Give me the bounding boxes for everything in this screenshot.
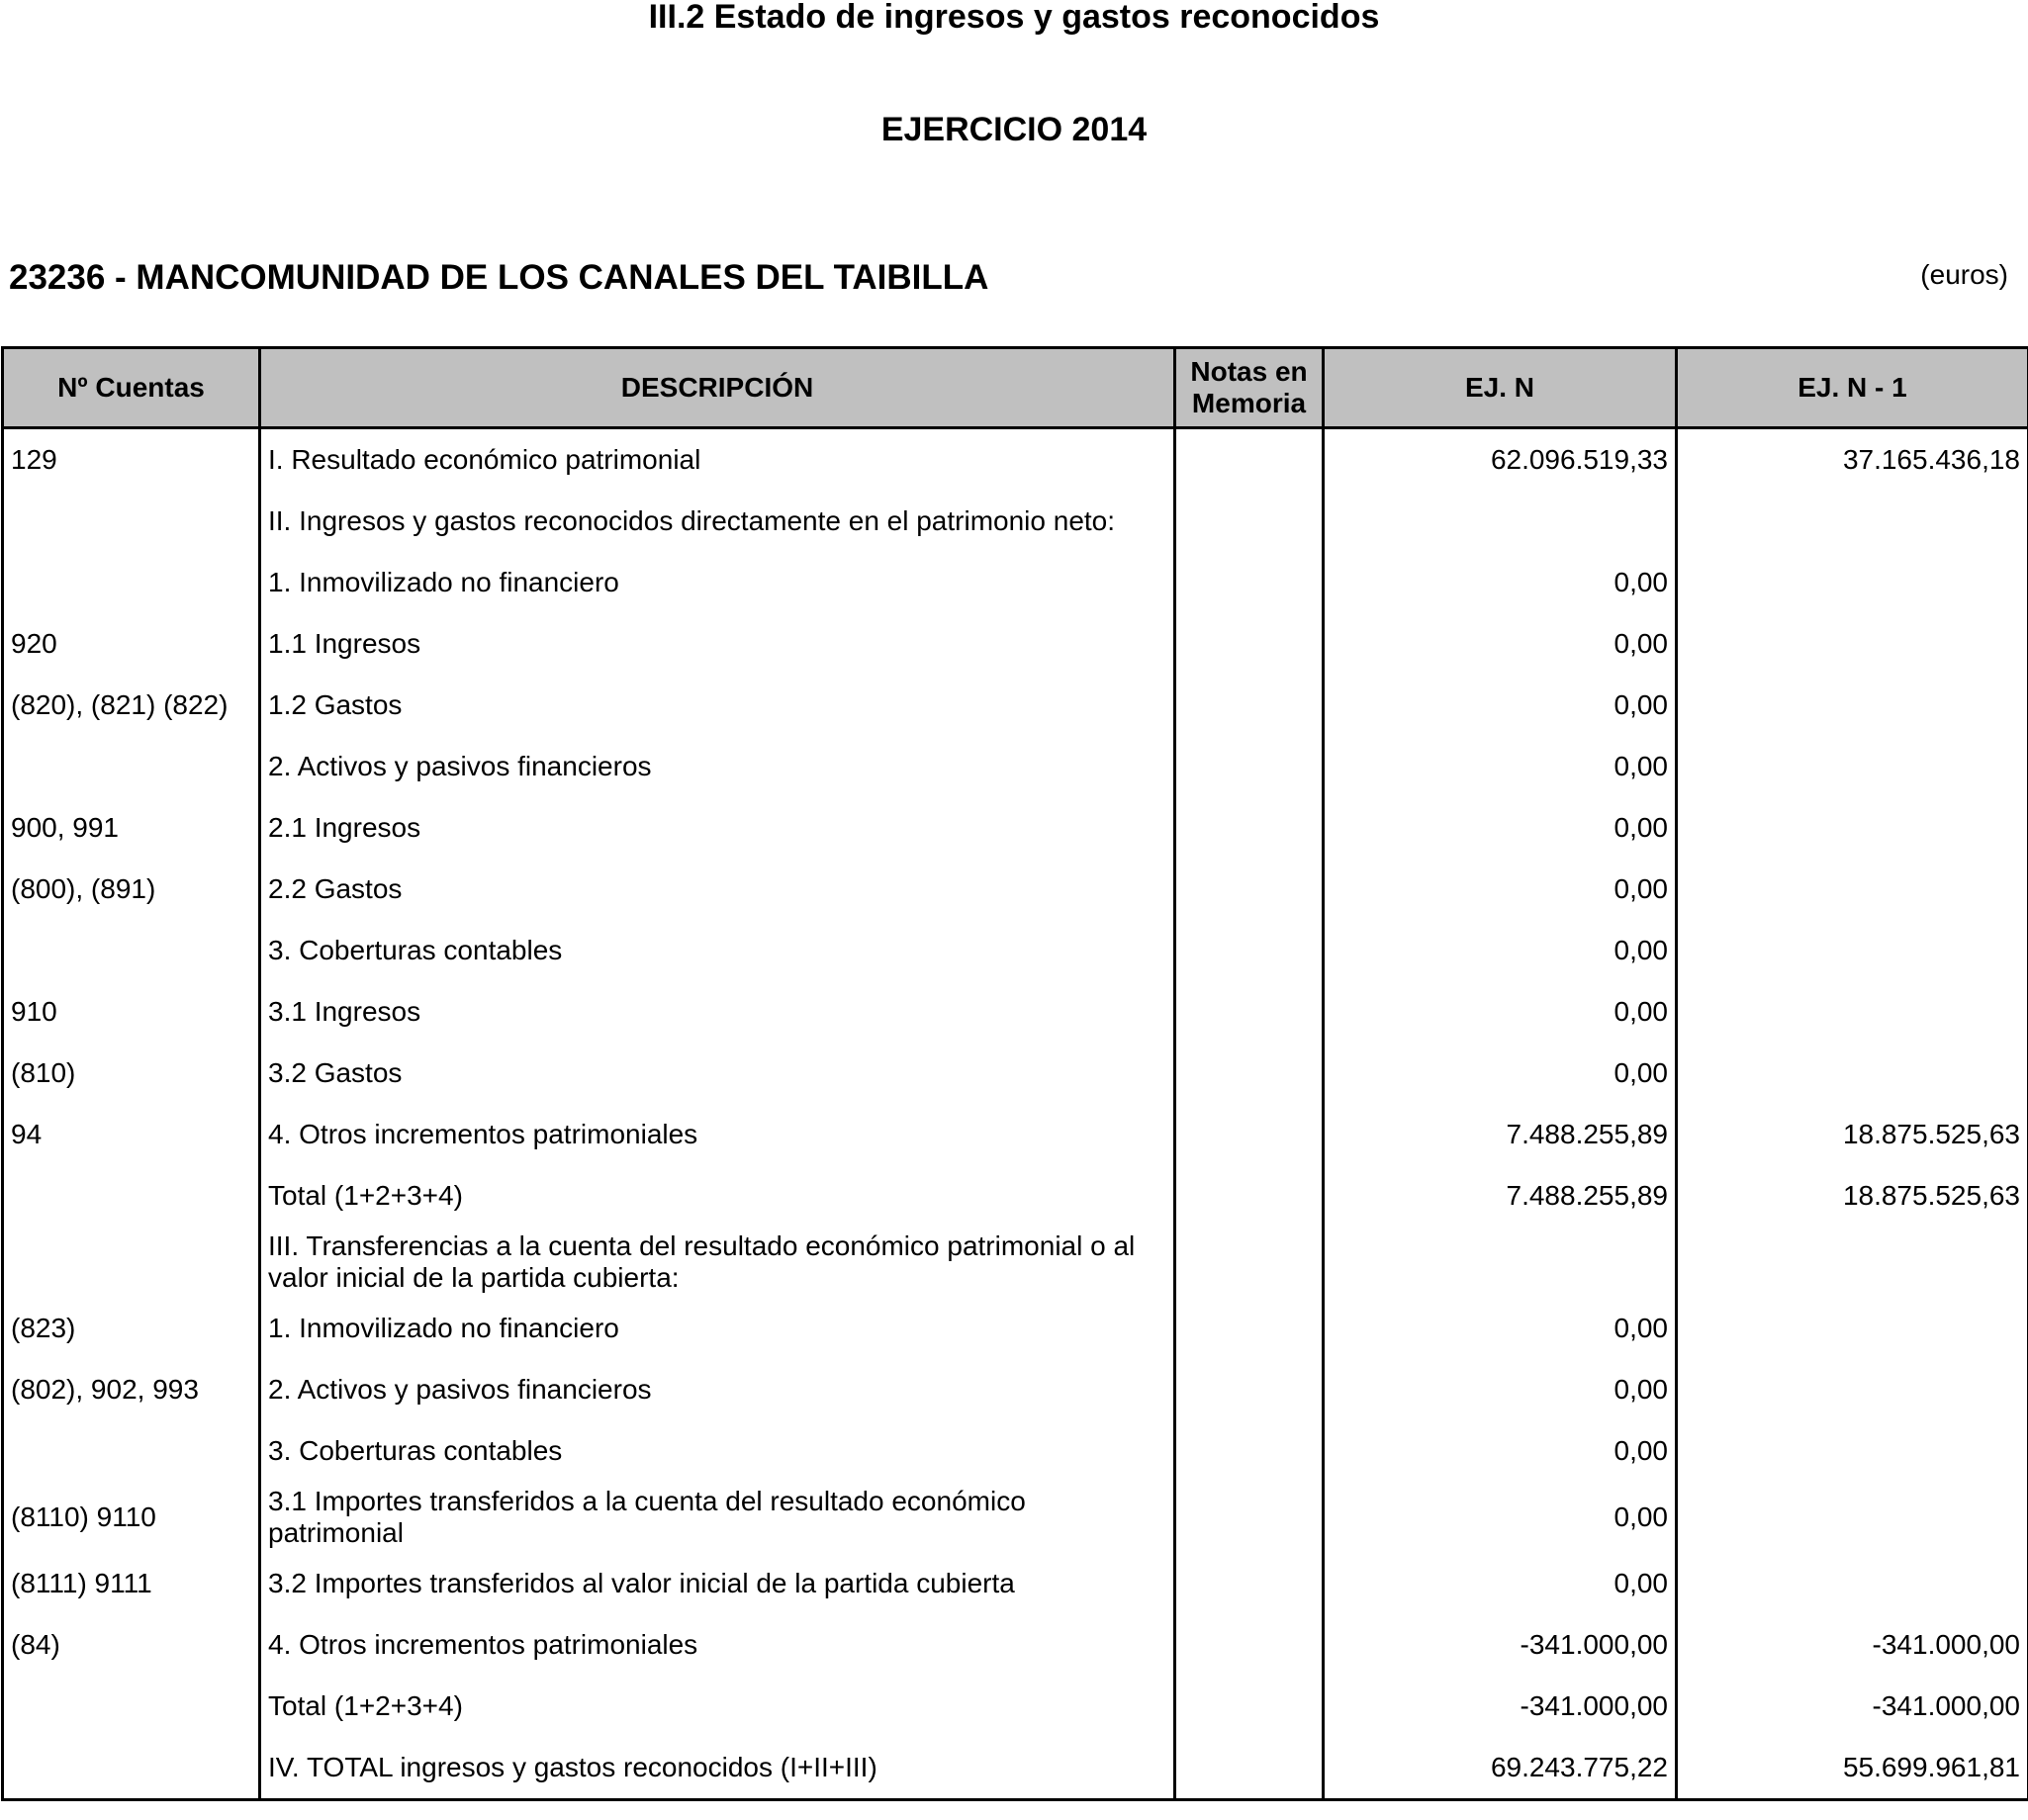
cell-cuentas: (802), 902, 993 [3, 1359, 260, 1420]
cell-cuentas [3, 1676, 260, 1737]
cell-ej-n: 7.488.255,89 [1324, 1165, 1677, 1227]
cell-descripcion: III. Transferencias a la cuenta del resultado económico patrimonial o al valor inicial de la partida cubierta: [260, 1227, 1175, 1298]
cell-ej-n1 [1677, 1359, 2028, 1420]
cell-notas [1175, 1420, 1324, 1482]
cell-ej-n1 [1677, 859, 2028, 920]
cell-descripcion: 1.1 Ingresos [260, 613, 1175, 675]
cell-cuentas [3, 1737, 260, 1800]
table-row [3, 1553, 2028, 1614]
cell-ej-n1 [1677, 981, 2028, 1043]
cell-notas [1175, 1359, 1324, 1420]
cell-cuentas [3, 1165, 260, 1227]
col-header-cuentas: Nº Cuentas [3, 348, 260, 428]
cell-notas [1175, 1227, 1324, 1298]
cell-descripcion: 4. Otros incrementos patrimoniales [260, 1614, 1175, 1676]
cell-ej-n: 62.096.519,33 [1324, 428, 1677, 492]
cell-ej-n: 0,00 [1324, 1043, 1677, 1104]
cell-ej-n1 [1677, 1482, 2028, 1553]
cell-notas [1175, 920, 1324, 981]
cell-ej-n: 0,00 [1324, 920, 1677, 981]
cell-notas [1175, 613, 1324, 675]
col-header-ej-n: EJ. N [1324, 348, 1677, 428]
income-expense-table [1, 346, 2028, 1801]
cell-cuentas: (823) [3, 1298, 260, 1359]
table-row [3, 1227, 2028, 1298]
cell-notas [1175, 1043, 1324, 1104]
cell-cuentas [3, 1227, 260, 1298]
cell-ej-n: 0,00 [1324, 1298, 1677, 1359]
table-row [3, 1043, 2028, 1104]
table-row [3, 1298, 2028, 1359]
table-row [3, 859, 2028, 920]
cell-ej-n: 7.488.255,89 [1324, 1104, 1677, 1165]
cell-notas [1175, 1737, 1324, 1800]
table-header [3, 348, 2028, 428]
currency-units: (euros) [1920, 259, 2008, 290]
cell-ej-n1: -341.000,00 [1677, 1676, 2028, 1737]
table-row [3, 981, 2028, 1043]
cell-ej-n1 [1677, 1227, 2028, 1298]
cell-descripcion: 3.2 Gastos [260, 1043, 1175, 1104]
cell-notas [1175, 1614, 1324, 1676]
cell-ej-n: 0,00 [1324, 675, 1677, 736]
cell-cuentas: 129 [3, 428, 260, 492]
col-header-ej-n1: EJ. N - 1 [1677, 348, 2028, 428]
table-row [3, 1165, 2028, 1227]
cell-notas [1175, 981, 1324, 1043]
table-row [3, 552, 2028, 613]
table-row [3, 613, 2028, 675]
table-row [3, 736, 2028, 797]
cell-notas [1175, 1482, 1324, 1553]
cell-ej-n1 [1677, 675, 2028, 736]
cell-descripcion: Total (1+2+3+4) [260, 1165, 1175, 1227]
cell-ej-n1 [1677, 1043, 2028, 1104]
cell-notas [1175, 1676, 1324, 1737]
cell-descripcion: 3.2 Importes transferidos al valor inicial de la partida cubierta [260, 1553, 1175, 1614]
cell-cuentas: (8110) 9110 [3, 1482, 260, 1553]
cell-ej-n1 [1677, 920, 2028, 981]
cell-notas [1175, 736, 1324, 797]
cell-ej-n1 [1677, 1420, 2028, 1482]
table-row [3, 675, 2028, 736]
cell-cuentas [3, 736, 260, 797]
cell-descripcion: 2.1 Ingresos [260, 797, 1175, 859]
cell-ej-n1: 18.875.525,63 [1677, 1165, 2028, 1227]
cell-ej-n: 0,00 [1324, 1553, 1677, 1614]
cell-notas [1175, 1553, 1324, 1614]
entity-name: 23236 - MANCOMUNIDAD DE LOS CANALES DEL TAIBILLA [9, 258, 989, 297]
cell-cuentas [3, 552, 260, 613]
cell-ej-n [1324, 491, 1677, 552]
table-row [3, 920, 2028, 981]
table-row [3, 491, 2028, 552]
cell-cuentas: 910 [3, 981, 260, 1043]
cell-ej-n1 [1677, 552, 2028, 613]
col-header-descripcion: DESCRIPCIÓN [260, 348, 1175, 428]
cell-ej-n: 0,00 [1324, 552, 1677, 613]
cell-cuentas [3, 1420, 260, 1482]
cell-descripcion: I. Resultado económico patrimonial [260, 428, 1175, 492]
cell-ej-n [1324, 1227, 1677, 1298]
cell-descripcion: 2.2 Gastos [260, 859, 1175, 920]
cell-notas [1175, 491, 1324, 552]
cell-ej-n: 0,00 [1324, 736, 1677, 797]
cell-ej-n1 [1677, 491, 2028, 552]
cell-descripcion: 3. Coberturas contables [260, 920, 1175, 981]
cell-ej-n: 69.243.775,22 [1324, 1737, 1677, 1800]
cell-ej-n: -341.000,00 [1324, 1614, 1677, 1676]
table-row [3, 1614, 2028, 1676]
cell-cuentas: 920 [3, 613, 260, 675]
table-body [3, 428, 2028, 1800]
cell-descripcion: 3.1 Importes transferidos a la cuenta del resultado económico patrimonial [260, 1482, 1175, 1553]
table-row [3, 1420, 2028, 1482]
cell-descripcion: 1. Inmovilizado no financiero [260, 1298, 1175, 1359]
cell-descripcion: 1.2 Gastos [260, 675, 1175, 736]
cell-ej-n: 0,00 [1324, 859, 1677, 920]
col-header-notas: Notas en Memoria [1175, 348, 1324, 428]
cell-ej-n1 [1677, 1298, 2028, 1359]
cell-descripcion: 1. Inmovilizado no financiero [260, 552, 1175, 613]
table-row [3, 1104, 2028, 1165]
cell-cuentas: (800), (891) [3, 859, 260, 920]
cell-ej-n: 0,00 [1324, 613, 1677, 675]
cell-ej-n1 [1677, 736, 2028, 797]
cell-descripcion: II. Ingresos y gastos reconocidos directamente en el patrimonio neto: [260, 491, 1175, 552]
cell-descripcion: 3.1 Ingresos [260, 981, 1175, 1043]
fiscal-year-heading: EJERCICIO 2014 [880, 111, 1148, 148]
cell-ej-n1 [1677, 1553, 2028, 1614]
cell-ej-n: 0,00 [1324, 1482, 1677, 1553]
cell-ej-n1: 18.875.525,63 [1677, 1104, 2028, 1165]
cell-ej-n1: -341.000,00 [1677, 1614, 2028, 1676]
page-title: III.2 Estado de ingresos y gastos reconocidos [648, 0, 1380, 36]
cell-ej-n1: 55.699.961,81 [1677, 1737, 2028, 1800]
cell-descripcion: IV. TOTAL ingresos y gastos reconocidos (I+II+III) [260, 1737, 1175, 1800]
cell-notas [1175, 1104, 1324, 1165]
cell-ej-n1 [1677, 613, 2028, 675]
cell-descripcion: 3. Coberturas contables [260, 1420, 1175, 1482]
table-row [3, 797, 2028, 859]
table-row [3, 1482, 2028, 1553]
cell-notas [1175, 675, 1324, 736]
cell-descripcion: 2. Activos y pasivos financieros [260, 1359, 1175, 1420]
cell-cuentas: (8111) 9111 [3, 1553, 260, 1614]
cell-ej-n: 0,00 [1324, 797, 1677, 859]
table-row [3, 1737, 2028, 1800]
cell-ej-n: 0,00 [1324, 981, 1677, 1043]
cell-descripcion: 4. Otros incrementos patrimoniales [260, 1104, 1175, 1165]
cell-ej-n: -341.000,00 [1324, 1676, 1677, 1737]
cell-notas [1175, 1165, 1324, 1227]
cell-cuentas: (84) [3, 1614, 260, 1676]
table-row [3, 428, 2028, 492]
cell-notas [1175, 552, 1324, 613]
cell-cuentas [3, 491, 260, 552]
cell-cuentas: 900, 991 [3, 797, 260, 859]
cell-descripcion: Total (1+2+3+4) [260, 1676, 1175, 1737]
cell-ej-n1: 37.165.436,18 [1677, 428, 2028, 492]
cell-notas [1175, 1298, 1324, 1359]
cell-cuentas [3, 920, 260, 981]
cell-cuentas: (820), (821) (822) [3, 675, 260, 736]
table-row [3, 1359, 2028, 1420]
cell-notas [1175, 859, 1324, 920]
cell-notas [1175, 428, 1324, 492]
cell-cuentas: 94 [3, 1104, 260, 1165]
table-row [3, 1676, 2028, 1737]
cell-ej-n: 0,00 [1324, 1420, 1677, 1482]
cell-cuentas: (810) [3, 1043, 260, 1104]
cell-ej-n1 [1677, 797, 2028, 859]
cell-ej-n: 0,00 [1324, 1359, 1677, 1420]
cell-notas [1175, 797, 1324, 859]
cell-descripcion: 2. Activos y pasivos financieros [260, 736, 1175, 797]
